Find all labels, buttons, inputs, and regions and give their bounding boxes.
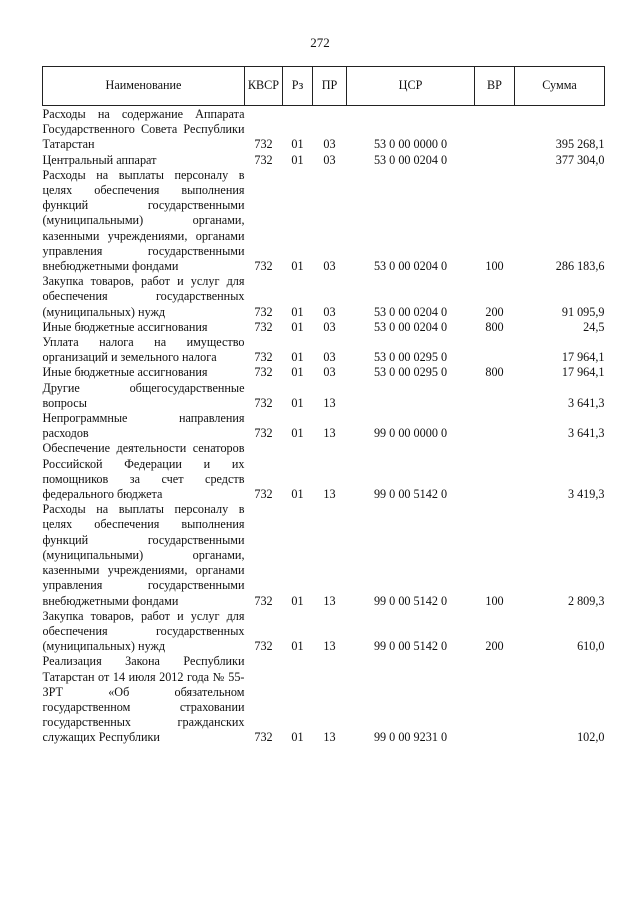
table-row	[43, 654, 605, 745]
cell-csr: 53 0 00 0295 0	[373, 365, 448, 380]
header-kvsr: КВСР	[245, 67, 283, 106]
cell-csr: 99 0 00 5142 0	[373, 639, 448, 654]
header-sum: Сумма	[515, 67, 605, 106]
cell-vr: 200	[485, 304, 504, 319]
cell-name: Обеспечение деятельности сенаторов Российской Федерации и их помощников за счет средств федерального бюджета	[42, 441, 245, 502]
cell-vr	[475, 441, 515, 502]
cell-kvsr: 732	[254, 426, 273, 441]
cell-sum: 377 304,0	[555, 152, 605, 167]
cell-kvsr: 732	[254, 259, 273, 274]
cell-rz: 01	[291, 137, 304, 152]
cell-pr: 03	[323, 319, 336, 334]
cell-pr: 03	[323, 152, 336, 167]
cell-kvsr: 732	[254, 487, 273, 502]
cell-rz: 01	[291, 426, 304, 441]
table-row	[43, 411, 605, 441]
cell-pr: 13	[323, 730, 336, 745]
cell-rz: 01	[291, 152, 304, 167]
header-vr: ВР	[475, 67, 515, 106]
header-rz: Рз	[283, 67, 313, 106]
cell-kvsr: 732	[254, 350, 273, 365]
table-header-row	[43, 67, 605, 106]
cell-sum: 395 268,1	[555, 137, 605, 152]
cell-rz: 01	[291, 350, 304, 365]
cell-csr	[347, 381, 475, 411]
cell-pr: 13	[323, 639, 336, 654]
cell-csr: 53 0 00 0204 0	[373, 304, 448, 319]
cell-csr: 53 0 00 0204 0	[373, 319, 448, 334]
cell-rz: 01	[291, 319, 304, 334]
cell-rz: 01	[291, 395, 304, 410]
cell-name: Закупка товаров, работ и услуг для обеспечения государственных (муниципальных) нужд	[42, 608, 245, 654]
cell-sum: 17 964,1	[561, 365, 605, 380]
cell-kvsr: 732	[254, 137, 273, 152]
cell-rz: 01	[291, 304, 304, 319]
cell-csr: 99 0 00 9231 0	[373, 730, 448, 745]
cell-vr	[475, 106, 515, 153]
cell-kvsr: 732	[254, 593, 273, 608]
table-row	[43, 274, 605, 320]
cell-pr: 13	[323, 487, 336, 502]
table-row	[43, 441, 605, 502]
table-row	[43, 381, 605, 411]
cell-csr: 99 0 00 5142 0	[373, 487, 448, 502]
cell-kvsr: 732	[254, 365, 273, 380]
cell-csr: 99 0 00 5142 0	[373, 593, 448, 608]
cell-name: Закупка товаров, работ и услуг для обеспечения государственных (муниципальных) нужд	[42, 274, 245, 319]
cell-name: Расходы на выплаты персоналу в целях обеспечения выполнения функций государственными (муниципальными) органами, казенными учреждениями, органами управления государственными внебюджетными фондами	[42, 167, 245, 274]
cell-vr	[475, 411, 515, 441]
cell-kvsr: 732	[254, 152, 273, 167]
cell-sum: 286 183,6	[555, 259, 605, 274]
cell-pr: 13	[323, 426, 336, 441]
cell-sum: 3 641,3	[567, 395, 605, 410]
cell-name: Расходы на содержание Аппарата Государственного Совета Республики Татарстан	[42, 107, 245, 152]
table-row	[43, 106, 605, 153]
cell-csr: 53 0 00 0295 0	[373, 350, 448, 365]
cell-rz: 01	[291, 487, 304, 502]
cell-name: Другие общегосударственные вопросы	[42, 380, 245, 410]
cell-name: Реализация Закона Республики Татарстан от 14 июля 2012 года № 55-ЗРТ «Об обязательном государственном страховании государственных гражданских служащих Республики	[42, 654, 245, 745]
cell-pr: 03	[323, 304, 336, 319]
cell-sum: 91 095,9	[561, 304, 605, 319]
cell-vr: 100	[485, 259, 504, 274]
cell-sum: 102,0	[577, 730, 605, 745]
table-row	[43, 365, 605, 380]
cell-kvsr: 732	[254, 395, 273, 410]
cell-pr: 03	[323, 259, 336, 274]
table-row	[43, 168, 605, 274]
cell-csr: 53 0 00 0000 0	[373, 137, 448, 152]
cell-sum: 24,5	[583, 319, 605, 334]
cell-rz: 01	[291, 365, 304, 380]
cell-kvsr: 732	[254, 304, 273, 319]
cell-sum: 610,0	[577, 639, 605, 654]
table-row	[43, 320, 605, 335]
header-csr: ЦСР	[347, 67, 475, 106]
cell-csr: 53 0 00 0204 0	[373, 152, 448, 167]
cell-pr: 13	[323, 395, 336, 410]
cell-vr	[475, 335, 515, 365]
cell-kvsr: 732	[254, 639, 273, 654]
header-pr: ПР	[313, 67, 347, 106]
cell-vr: 100	[485, 593, 504, 608]
cell-csr: 53 0 00 0204 0	[373, 259, 448, 274]
header-name: Наименование	[43, 67, 245, 106]
cell-pr: 03	[323, 137, 336, 152]
cell-sum: 2 809,3	[567, 593, 605, 608]
cell-name: Иные бюджетные ассигнования	[42, 365, 208, 380]
cell-vr	[475, 381, 515, 411]
cell-name: Центральный аппарат	[42, 152, 157, 167]
cell-pr: 13	[323, 593, 336, 608]
cell-pr: 03	[323, 350, 336, 365]
cell-name: Иные бюджетные ассигнования	[42, 319, 208, 334]
cell-sum: 17 964,1	[561, 350, 605, 365]
cell-name: Уплата налога на имущество организаций и земельного налога	[42, 335, 245, 365]
cell-pr: 03	[323, 365, 336, 380]
cell-kvsr: 732	[254, 319, 273, 334]
cell-rz: 01	[291, 593, 304, 608]
cell-kvsr: 732	[254, 730, 273, 745]
cell-rz: 01	[291, 639, 304, 654]
cell-name: Расходы на выплаты персоналу в целях обеспечения выполнения функций государственными (муниципальными) органами, казенными учреждениями, органами управления государственными внебюджетными фондами	[42, 502, 245, 608]
cell-vr: 200	[485, 639, 504, 654]
cell-csr: 99 0 00 0000 0	[373, 426, 448, 441]
cell-vr	[475, 654, 515, 745]
cell-sum: 3 419,3	[567, 487, 605, 502]
cell-rz: 01	[291, 730, 304, 745]
cell-vr	[475, 153, 515, 168]
cell-sum: 3 641,3	[567, 426, 605, 441]
budget-table	[42, 66, 605, 746]
table-row	[43, 502, 605, 608]
table-row	[43, 153, 605, 168]
table-row	[43, 335, 605, 365]
cell-vr: 800	[485, 319, 504, 334]
table-row	[43, 609, 605, 655]
cell-vr: 800	[485, 365, 504, 380]
cell-rz: 01	[291, 259, 304, 274]
page-number: 272	[310, 35, 330, 50]
cell-name: Непрограммные направления расходов	[42, 411, 245, 441]
